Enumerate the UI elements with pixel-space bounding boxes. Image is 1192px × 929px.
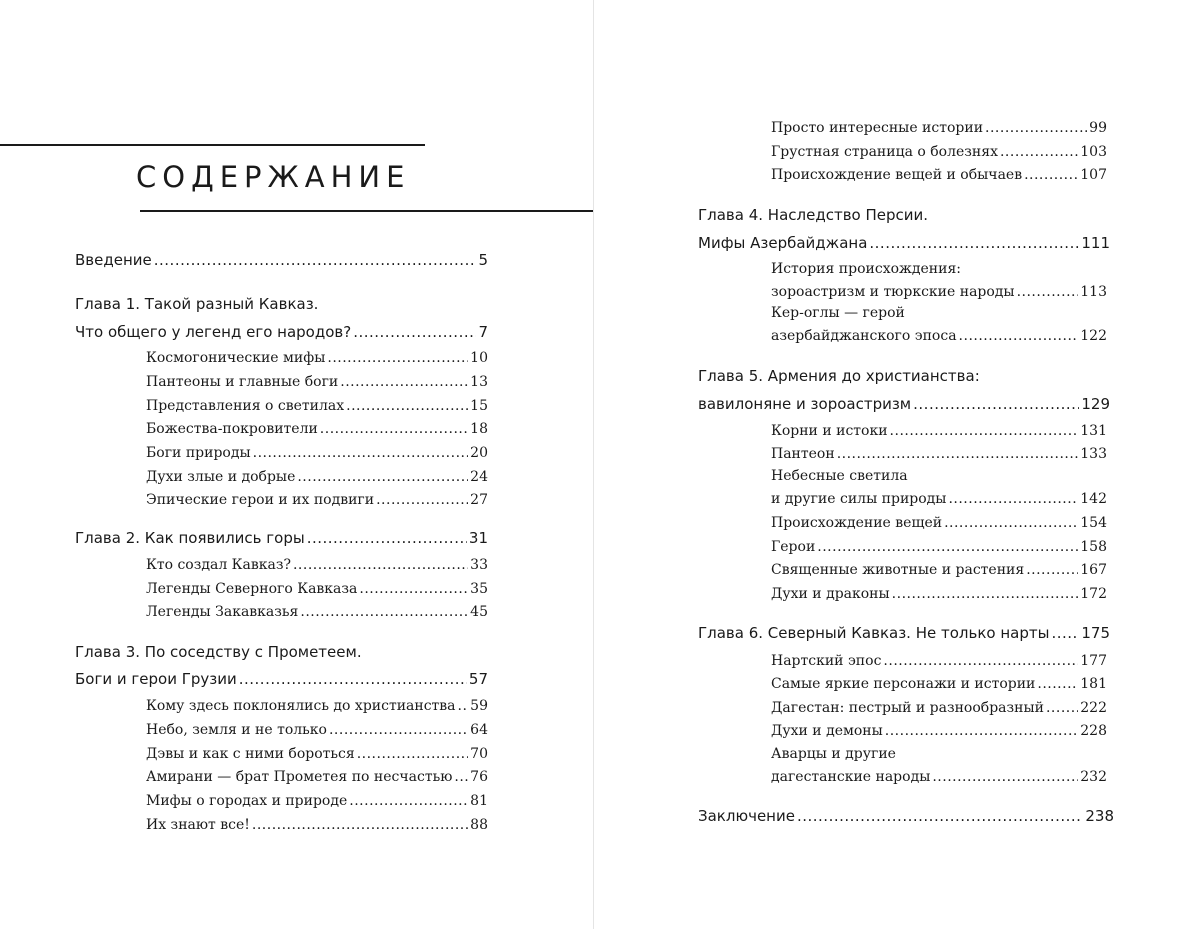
dot-leader <box>985 117 1087 139</box>
toc-page-number: 18 <box>470 421 488 437</box>
toc-page-number: 88 <box>470 817 488 833</box>
dot-leader <box>1024 164 1078 186</box>
chapter-5-title-line1: Глава 5. Армения до христианства: <box>698 367 980 385</box>
dot-leader <box>932 766 1078 788</box>
toc-page-number: 13 <box>470 374 488 390</box>
toc-subentry[interactable] <box>771 443 1107 465</box>
toc-subentry-line1: Небесные светила <box>771 468 908 484</box>
toc-subentry-label: и другие силы природы <box>771 491 947 507</box>
toc-entry-chapter-4[interactable] <box>698 231 1110 255</box>
toc-subentry[interactable] <box>771 720 1107 742</box>
dot-leader <box>376 489 468 511</box>
toc-entry-label: Мифы Азербайджана <box>698 234 868 252</box>
toc-subentry[interactable] <box>771 559 1107 581</box>
toc-subentry[interactable] <box>146 814 488 836</box>
dot-leader <box>892 583 1079 605</box>
toc-subentry[interactable] <box>146 601 488 623</box>
dot-leader <box>1017 281 1079 303</box>
toc-subentry-label: Эпические герои и их подвиги <box>146 492 375 508</box>
toc-subentry[interactable] <box>146 347 488 369</box>
toc-subentry-label: дагестанские народы <box>771 769 931 785</box>
dot-leader <box>869 231 1079 255</box>
toc-page-number: 111 <box>1081 234 1110 252</box>
dot-leader <box>1000 141 1078 163</box>
toc-subentry-line1: Кер-оглы — герой <box>771 305 905 321</box>
dot-leader <box>239 667 467 691</box>
toc-subentry[interactable] <box>771 488 1107 510</box>
toc-page-number: 154 <box>1080 515 1107 531</box>
toc-page-number: 175 <box>1081 624 1110 642</box>
toc-subentry-label: Духи и демоны <box>771 723 883 739</box>
toc-subentry[interactable] <box>146 578 488 600</box>
toc-subentry[interactable] <box>146 790 488 812</box>
toc-subentry-label: Кому здесь поклонялись до христианства <box>146 698 456 714</box>
toc-page-number: 7 <box>478 323 488 341</box>
toc-subentry-label: Божества-покровители <box>146 421 318 437</box>
toc-page-number: 70 <box>470 746 488 762</box>
toc-page-number: 57 <box>468 670 488 688</box>
toc-page-number: 5 <box>478 251 488 269</box>
dot-leader <box>458 695 469 717</box>
toc-entry-label: Глава 2. Как появились горы <box>75 529 305 547</box>
toc-page-number: 76 <box>470 769 488 785</box>
title-rule-top <box>0 144 425 146</box>
toc-subentry[interactable] <box>771 420 1107 442</box>
dot-leader <box>359 578 468 600</box>
toc-page-number: 27 <box>470 492 488 508</box>
toc-page-number: 103 <box>1080 144 1107 160</box>
toc-entry-label: вавилоняне и зороастризм <box>698 395 912 413</box>
toc-page-number: 158 <box>1080 539 1107 555</box>
dot-leader <box>253 442 469 464</box>
dot-leader <box>959 325 1079 347</box>
toc-entry-chapter-2[interactable] <box>75 526 488 550</box>
dot-leader <box>340 371 468 393</box>
title-rule-bottom <box>140 210 594 212</box>
toc-page-number: 45 <box>470 604 488 620</box>
toc-entry-chapter-3[interactable] <box>75 667 488 691</box>
toc-subentry-label: Пантеон <box>771 446 835 462</box>
dot-leader <box>797 804 1083 828</box>
toc-subentry-label: Амирани — брат Прометея по несчастью <box>146 769 453 785</box>
toc-subentry[interactable] <box>771 117 1107 139</box>
toc-page-number: 31 <box>468 529 488 547</box>
dot-leader <box>320 418 468 440</box>
toc-entry-label: Введение <box>75 251 152 269</box>
toc-page-number: 238 <box>1085 807 1114 825</box>
toc-subentry-label: Дэвы и как с ними бороться <box>146 746 355 762</box>
toc-subentry[interactable] <box>146 695 488 717</box>
dot-leader <box>1026 559 1078 581</box>
toc-subentry[interactable] <box>771 766 1107 788</box>
dot-leader <box>154 248 477 272</box>
toc-page-number: 131 <box>1080 423 1107 439</box>
toc-subentry[interactable] <box>771 281 1107 303</box>
toc-subentry-label: Кто создал Кавказ? <box>146 557 291 573</box>
toc-subentry-label: Представления о светилах <box>146 398 345 414</box>
dot-leader <box>307 526 467 550</box>
left-page <box>0 0 594 929</box>
dot-leader <box>329 719 468 741</box>
toc-page-number: 64 <box>470 722 488 738</box>
toc-subentry[interactable] <box>771 325 1107 347</box>
toc-subentry[interactable] <box>771 141 1107 163</box>
dot-leader <box>944 512 1078 534</box>
toc-subentry[interactable] <box>771 697 1107 719</box>
toc-subentry-label: Легенды Северного Кавказа <box>146 581 358 597</box>
dot-leader <box>346 395 468 417</box>
dot-leader <box>837 443 1079 465</box>
toc-subentry[interactable] <box>146 766 488 788</box>
page-title: СОДЕРЖАНИЕ <box>136 160 411 194</box>
toc-page-number: 222 <box>1080 700 1107 716</box>
toc-subentry[interactable] <box>771 583 1107 605</box>
toc-subentry[interactable] <box>771 512 1107 534</box>
dot-leader <box>297 466 468 488</box>
toc-page-number: 20 <box>470 445 488 461</box>
toc-subentry[interactable] <box>146 418 488 440</box>
dot-leader <box>327 347 468 369</box>
toc-subentry[interactable] <box>146 554 488 576</box>
toc-subentry-label: Просто интересные истории <box>771 120 984 136</box>
chapter-4-title-line1: Глава 4. Наследство Персии. <box>698 206 929 224</box>
toc-page-number: 232 <box>1080 769 1107 785</box>
toc-entry-chapter-5[interactable] <box>698 392 1110 416</box>
toc-subentry-label: Мифы о городах и природе <box>146 793 348 809</box>
toc-page-number: 15 <box>470 398 488 414</box>
chapter-3-title-line1: Глава 3. По соседству с Прометеем. <box>75 643 362 661</box>
toc-subentry-label: Небо, земля и не только <box>146 722 327 738</box>
toc-subentry-label: Самые яркие персонажи и истории <box>771 676 1036 692</box>
toc-page-number: 122 <box>1080 328 1107 344</box>
toc-subentry-line1: Аварцы и другие <box>771 746 896 762</box>
toc-subentry[interactable] <box>771 673 1107 695</box>
toc-page-number: 177 <box>1080 653 1107 669</box>
toc-entry-chapter-6[interactable] <box>698 621 1110 645</box>
toc-page-number: 129 <box>1081 395 1110 413</box>
dot-leader <box>293 554 468 576</box>
dot-leader <box>883 650 1078 672</box>
toc-subentry[interactable] <box>146 489 488 511</box>
toc-entry-label: Заключение <box>698 807 795 825</box>
toc-page-number: 107 <box>1080 167 1107 183</box>
dot-leader <box>948 488 1078 510</box>
toc-page-number: 167 <box>1080 562 1107 578</box>
toc-entry-intro[interactable] <box>75 248 488 272</box>
toc-subentry-label: Нартский эпос <box>771 653 882 669</box>
toc-entry-label: Глава 6. Северный Кавказ. Не только нарты <box>698 624 1050 642</box>
toc-subentry-label: Боги природы <box>146 445 251 461</box>
toc-page-number: 228 <box>1080 723 1107 739</box>
toc-page-number: 99 <box>1089 120 1107 136</box>
toc-subentry[interactable] <box>146 743 488 765</box>
toc-subentry[interactable] <box>146 395 488 417</box>
toc-entry-label: Что общего у легенд его народов? <box>75 323 352 341</box>
toc-subentry[interactable] <box>146 371 488 393</box>
toc-page-number: 10 <box>470 350 488 366</box>
dot-leader <box>353 320 476 344</box>
toc-page-number: 33 <box>470 557 488 573</box>
toc-page-number: 81 <box>470 793 488 809</box>
toc-subentry-label: Космогонические мифы <box>146 350 326 366</box>
toc-entry-label: Боги и герои Грузии <box>75 670 237 688</box>
toc-subentry-label: Духи злые и добрые <box>146 469 296 485</box>
toc-page-number: 35 <box>470 581 488 597</box>
dot-leader <box>817 536 1078 558</box>
toc-subentry-label: Легенды Закавказья <box>146 604 299 620</box>
toc-subentry-label: Дагестан: пестрый и разнообразный <box>771 700 1044 716</box>
toc-subentry-label: Священные животные и растения <box>771 562 1025 578</box>
dot-leader <box>300 601 468 623</box>
toc-entry-conclusion[interactable] <box>698 804 1114 828</box>
toc-subentry-label: Духи и драконы <box>771 586 890 602</box>
toc-page-number: 142 <box>1080 491 1107 507</box>
toc-subentry-label: зороастризм и тюркские народы <box>771 284 1015 300</box>
toc-subentry-label: Герои <box>771 539 816 555</box>
dot-leader <box>885 720 1078 742</box>
toc-page-number: 113 <box>1080 284 1107 300</box>
toc-page-number: 59 <box>470 698 488 714</box>
toc-page-number: 181 <box>1080 676 1107 692</box>
toc-subentry-line1: История происхождения: <box>771 261 962 277</box>
toc-page-number: 172 <box>1080 586 1107 602</box>
toc-page-number: 24 <box>470 469 488 485</box>
toc-subentry-label: Пантеоны и главные боги <box>146 374 339 390</box>
right-page <box>594 0 1192 929</box>
chapter-1-title-line1: Глава 1. Такой разный Кавказ. <box>75 295 319 313</box>
dot-leader <box>1037 673 1078 695</box>
toc-subentry-label: Их знают все! <box>146 817 250 833</box>
toc-subentry-label: азербайджанского эпоса <box>771 328 957 344</box>
dot-leader <box>1046 697 1078 719</box>
toc-subentry-label: Происхождение вещей и обычаев <box>771 167 1023 183</box>
dot-leader <box>454 766 468 788</box>
toc-subentry[interactable] <box>146 466 488 488</box>
toc-subentry[interactable] <box>146 442 488 464</box>
dot-leader <box>1051 621 1079 645</box>
toc-subentry-label: Происхождение вещей <box>771 515 943 531</box>
toc-subentry-label: Корни и истоки <box>771 423 888 439</box>
dot-leader <box>252 814 468 836</box>
toc-subentry-label: Грустная страница о болезнях <box>771 144 998 160</box>
toc-page-number: 133 <box>1080 446 1107 462</box>
dot-leader <box>357 743 468 765</box>
dot-leader <box>890 420 1079 442</box>
dot-leader <box>349 790 468 812</box>
toc-subentry[interactable] <box>771 164 1107 186</box>
toc-entry-chapter-1[interactable] <box>75 320 488 344</box>
dot-leader <box>913 392 1079 416</box>
toc-subentry[interactable] <box>771 650 1107 672</box>
toc-subentry[interactable] <box>771 536 1107 558</box>
toc-subentry[interactable] <box>146 719 488 741</box>
